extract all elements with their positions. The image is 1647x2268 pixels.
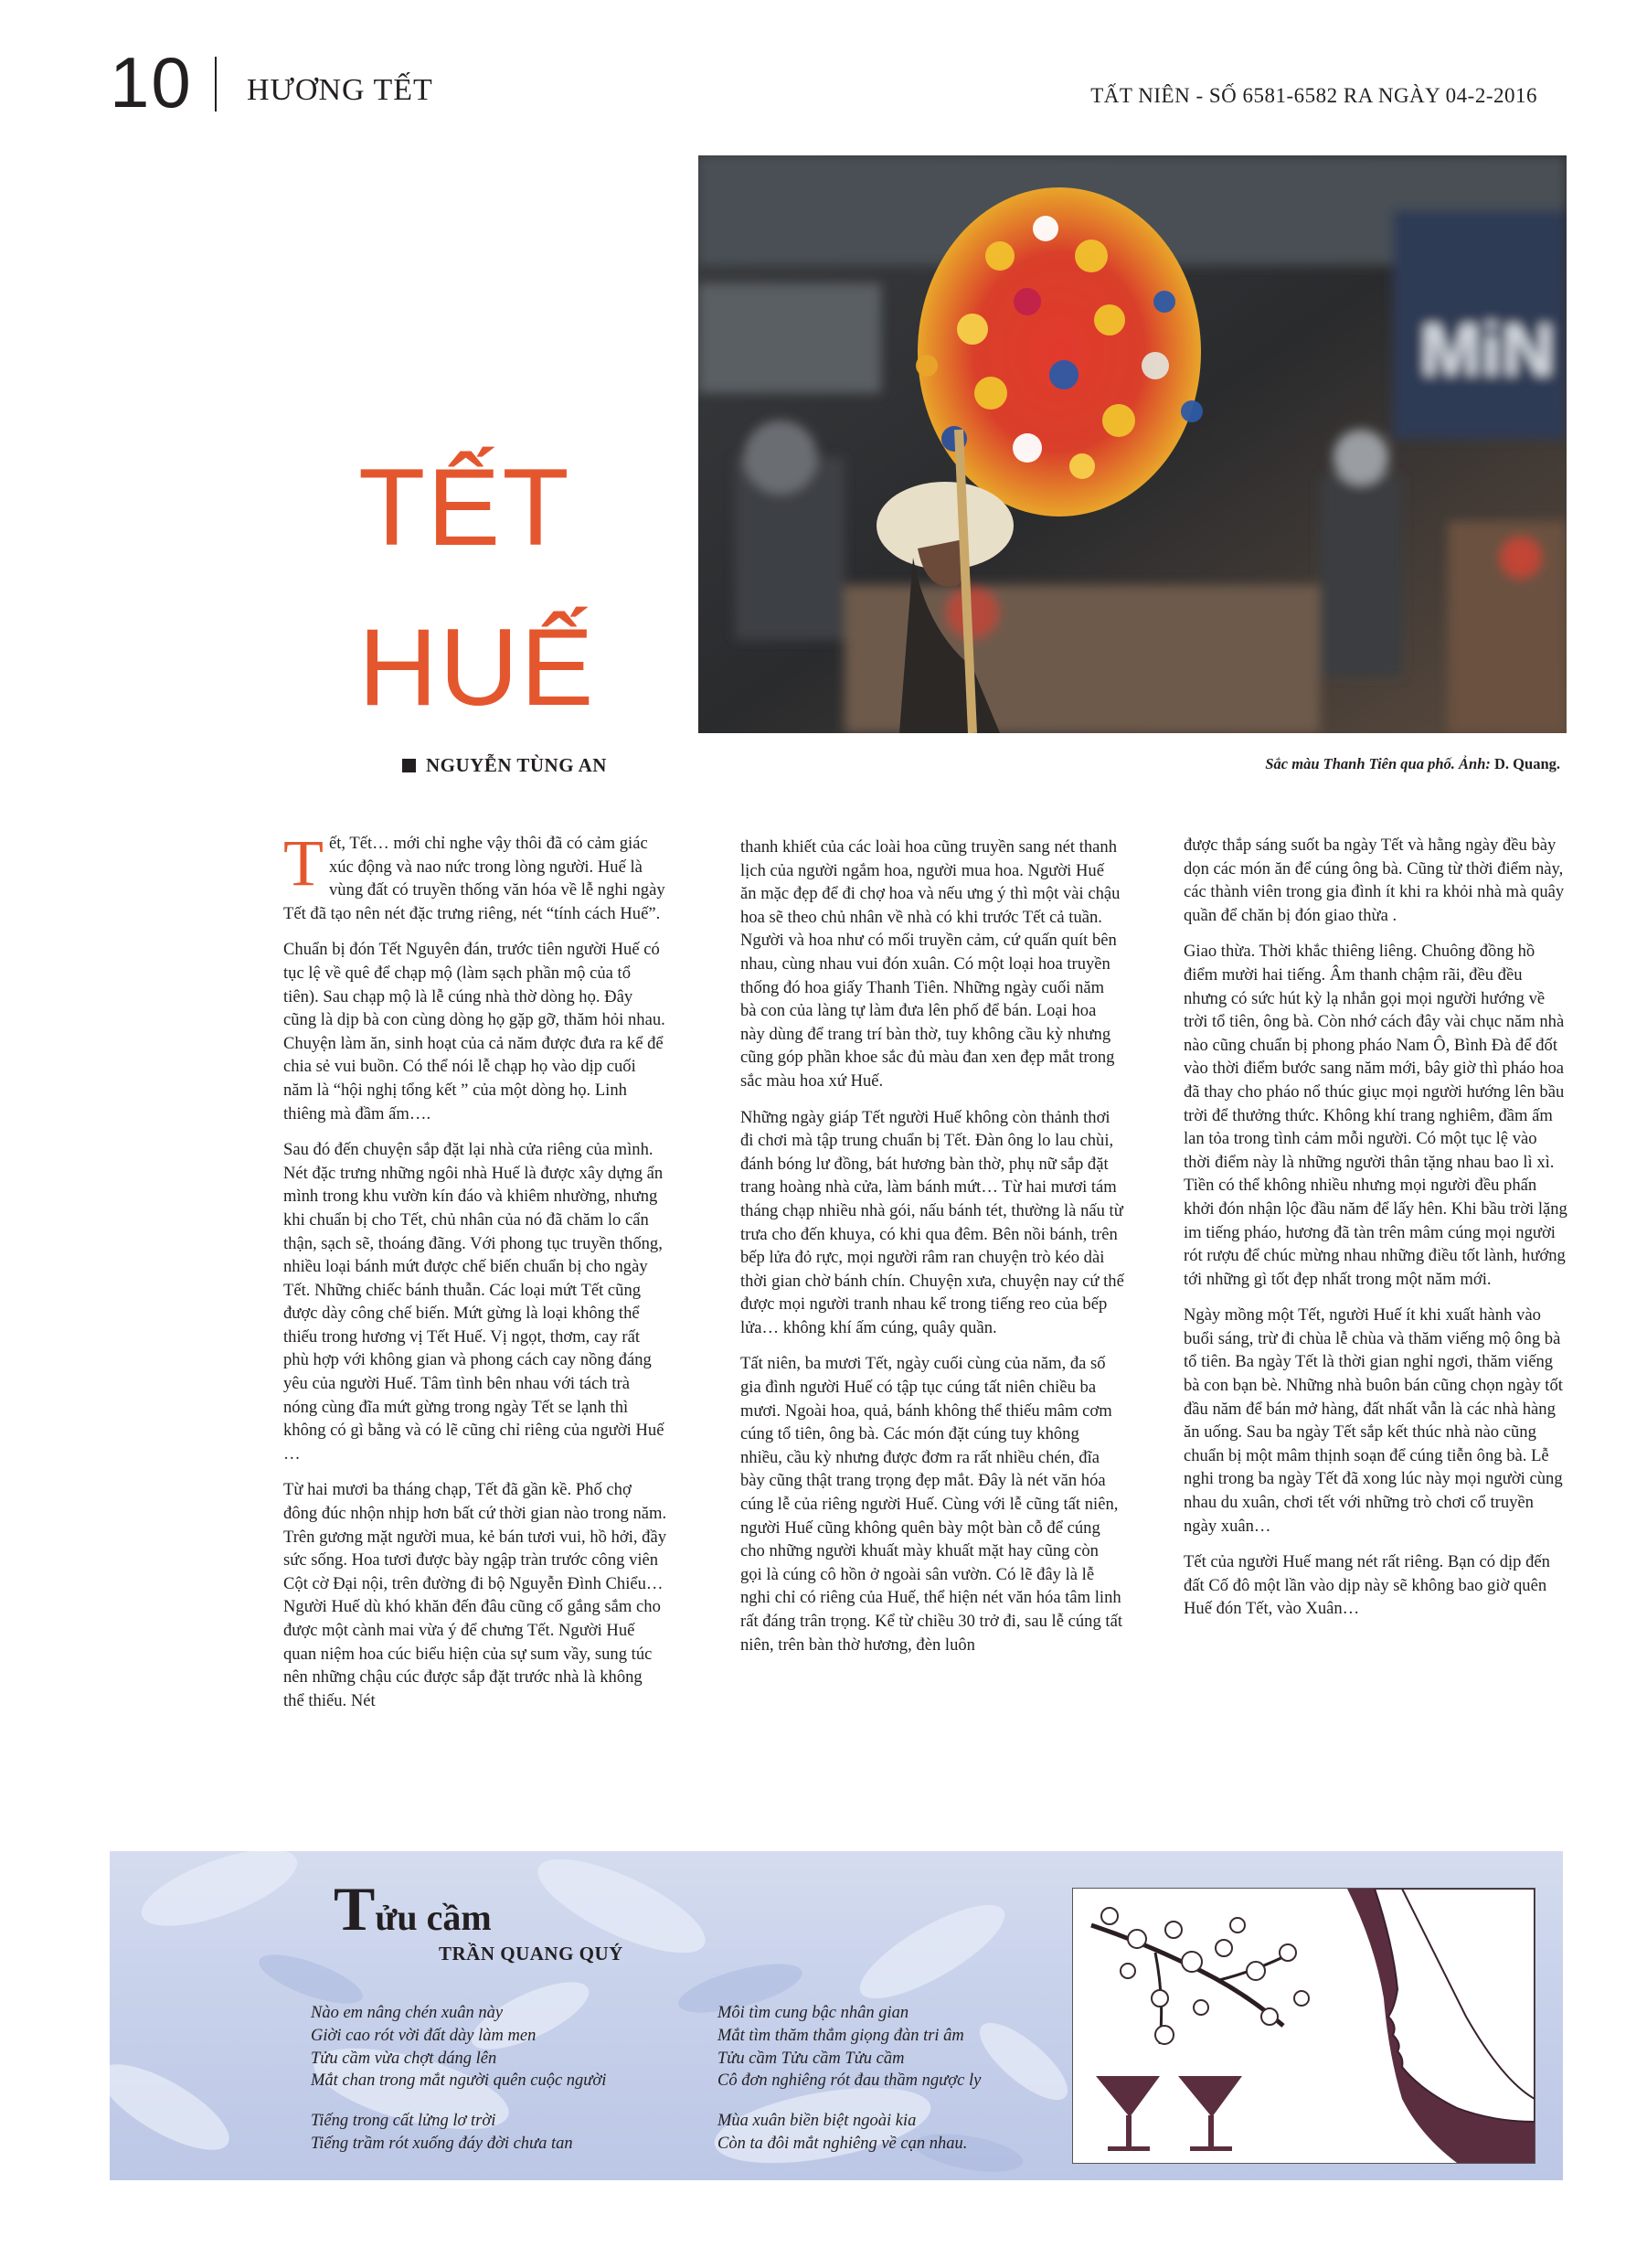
drop-cap: T bbox=[283, 826, 324, 900]
poem-line: Nào em nâng chén xuân này bbox=[311, 2004, 504, 2022]
paragraph: Giao thừa. Thời khắc thiêng liêng. Chuông đồng hồ điểm mười hai tiếng. Âm thanh chậm rãi, đều đều nhưng có sức hút kỳ lạ nhắn gọi mọi người hướng về trời tổ tiên, ông bà. Còn nhớ cách đây vài chục năm nhà nào cũng chuẩn bị phong pháo Nam Ô, Bình Đà để đốt vào thời điểm bước sang năm mới, bây giờ thì pháo hoa đã thay cho pháo nổ thúc giục mọi người hướng lên bầu trời để thưởng thức. Không khí trang nghiêm, đầm ấm lan tỏa trong tình cảm mỗi người. Có một tục lệ vào thời điểm này là những người thân tặng nhau bao lì xì. Tiền có thể không nhiều nhưng mọi người đều phấn khởi đón nhận lộc đầu năm để lấy hên. Khi bầu trời lặng im tiếng pháo, hương đã tàn trên mâm cúng mọi người rót rượu để chúc mừng nhau những điều tốt lành, hướng tới những gì tốt đẹp nhất trong một năm mới. bbox=[1184, 942, 1567, 1289]
paragraph: Từ hai mươi ba tháng chạp, Tết đã gần kề. Phố chợ đông đúc nhộn nhịp hơn bất cứ thời gian nào trong năm. Trên gương mặt người mua, kẻ bán tươi vui, hồ hởi, đầy sức sống. Hoa tươi được bày ngập tràn trước công viên Cột cờ Đại nội, trên đường đi bộ Nguyễn Đình Chiểu… Người Huế dù khó khăn đến đâu cũng cố gắng sắm cho được một cành mai vừa ý để chưng Tết. Người Huế quan niệm hoa cúc biểu hiện của sự sum vầy, sung túc nên những chậu cúc được sắp đặt trước nhà là không thể thiếu. Nét bbox=[283, 1480, 667, 1710]
poem-title-rest: ửu cầm bbox=[375, 1897, 492, 1938]
poem-line: Môi tìm cung bậc nhân gian bbox=[717, 2004, 909, 2022]
poem-line: Tửu cầm Tửu cầm Tửu cầm bbox=[717, 2049, 905, 2068]
article-author: NGUYỄN TÙNG AN bbox=[426, 754, 607, 776]
article-column-2 bbox=[740, 836, 1124, 1669]
paragraph: Tết của người Huế mang nét rất riêng. Bạn có dịp đến đất Cố đô một lần vào dịp này sẽ không bao giờ quên Huế đón Tết, vào Xuân… bbox=[1184, 1552, 1550, 1619]
photo-caption bbox=[1265, 755, 1560, 773]
woman-blossom-wine-illustration bbox=[1073, 1889, 1535, 2163]
paragraph-text: ết, Tết… mới chỉ nghe vậy thôi đã có cảm giác xúc động và nao nức trong lòng người. Huế là vùng đất có truyền thống văn hóa về lễ nghi ngày Tết đã tạo nên nét đặc trưng riêng, nét “tính cách Huế”. bbox=[283, 834, 665, 923]
poem-title bbox=[334, 1873, 492, 1945]
poem-illustration bbox=[1072, 1888, 1535, 2164]
paragraph: được thắp sáng suốt ba ngày Tết và hằng ngày đều bày dọn các món ăn để cúng ông bà. Cũng từ thời điểm này, các thành viên trong gia đình ít khi ra khỏi nhà mà quây quần để chăn bị đón giao thừa . bbox=[1184, 836, 1565, 925]
paragraph: Chuẩn bị đón Tết Nguyên đán, trước tiên người Huế có tục lệ về quê để chạp mộ (làm sạch phần mộ của tổ tiên). Sau chạp mộ là lễ cúng nhà thờ dòng họ. Đây cũng là dịp bà con cùng dòng họ gặp gỡ, thăm hỏi nhau. Chuyện làm ăn, sinh hoạt của cả năm được đưa ra kể để chia sẻ vui buồn. Có thể nói lễ chạp họ vào dịp cuối năm là “hội nghị tổng kết ” của một dòng họ. Linh thiêng mà đầm ấm…. bbox=[283, 940, 665, 1123]
poem-line: Giời cao rót vời đất dày làm men bbox=[311, 2026, 537, 2045]
poem-line: Còn ta đôi mắt nghiêng về cạn nhau. bbox=[717, 2134, 968, 2153]
article-title-line2: HUẾ bbox=[358, 606, 596, 729]
paragraph: Tất niên, ba mươi Tết, ngày cuối cùng của năm, đa số gia đình người Huế có tập tục cúng tất niên chiều ba mươi. Ngoài hoa, quả, bánh không thể thiếu mâm cơm cúng tổ tiên, ông bà. Các món đặt cúng tuy không nhiều, cầu kỳ nhưng được đơm ra rất nhiều chén, đĩa bày cũng thật trang trọng đẹp mắt. Đây là nét văn hóa cúng lễ của riêng người Huế. Cùng với lễ cũng tất niên, người Huế cũng không quên bày một bàn cỗ để cúng cho những người khuất mày khuất mặt hay cũng còn gọi là cúng cô hồn ở ngoài sân vườn. Có lẽ đây là lễ nghi chỉ có riêng của Huế, thể hiện nét văn hóa tâm linh rất đáng trân trọng. Kể từ chiều 30 trở đi, sau lễ cúng tất niên, trên bàn thờ hương, đèn luôn bbox=[740, 1354, 1123, 1655]
paragraph: Ngày mồng một Tết, người Huế ít khi xuất hành vào buổi sáng, trừ đi chùa lễ chùa và thăm viếng mộ ông bà tổ tiên. Ba ngày Tết là thời gian nghỉ ngơi, thăm viếng bà con bạn bè. Những nhà buôn bán cũng chọn ngày tốt đầu năm để bán mở hàng, đất nhất vẫn là các nhà hàng ăn uống. Sau ba ngày Tết sắp kết thúc nhà nào cũng chuẩn bị một mâm thịnh soạn để cúng tiễn ông bà. Lễ nghi trong ba ngày Tết đã xong lúc này mọi người cùng nhau du xuân, chơi tết với những trò chơi cổ truyền ngày xuân… bbox=[1184, 1305, 1563, 1536]
flower-vendor-image bbox=[698, 155, 1567, 733]
poem-line: Mắt tìm thăm thẳm giọng đàn tri âm bbox=[717, 2026, 964, 2045]
poem-line: Tửu cầm vừa chợt dáng lên bbox=[311, 2049, 497, 2068]
poem-line: Cô đơn nghiêng rót đau thầm ngược ly bbox=[717, 2071, 982, 2091]
article-column-3 bbox=[1184, 834, 1567, 1634]
photo-credit: D. Quang. bbox=[1494, 755, 1560, 772]
poem-box bbox=[110, 1851, 1563, 2180]
poem-stanza-1 bbox=[311, 2002, 606, 2092]
page-number: 10 bbox=[110, 42, 193, 122]
poem-line: Mắt chan trong mắt người quên cuộc người bbox=[311, 2071, 607, 2091]
paragraph bbox=[283, 826, 667, 925]
article-photo bbox=[698, 155, 1567, 733]
paragraph: Sau đó đến chuyện sắp đặt lại nhà cửa riêng của mình. Nét đặc trưng những ngôi nhà Huế là được xây dựng ẩn mình trong khu vườn kín đáo và khiêm nhường, nhưng khi chuẩn bị cho Tết, chủ nhân của nó đã chăm lo cẩn thận, sạch sẽ, thoáng đãng. Với phong tục truyền thống, nhiều loại bánh mứt được chế biến chuẩn bị cho ngày Tết. Những chiếc bánh thuẫn. Các loại mứt Tết cũng được dày công chế biến. Mứt gừng là loại không thể thiếu trong hương vị Tết Huế. Vị ngọt, thơm, cay rất phù hợp với không gian và phong cách cay nồng đáng yêu của người Huế. Tâm tình bên nhau với tách trà nóng cùng đĩa mứt gừng trong ngày Tết se lạnh thì không có gì bằng và có lẽ cũng chỉ riêng của người Huế … bbox=[283, 1140, 664, 1464]
poem-stanza-2 bbox=[311, 2110, 573, 2156]
paragraph: Những ngày giáp Tết người Huế không còn thảnh thơi đi chơi mà tập trung chuẩn bị Tết. Đàn ông lo lau chùi, đánh bóng lư đồng, bát hương bàn thờ, phụ nữ sắp đặt trang hoàng nhà cửa, làm bánh mứt… Từ hai mươi tám tháng chạp nhiều nhà gói, nấu bánh tét, thường là nấu từ trưa cho đến khuya, có khi qua đêm. Bên nồi bánh, trên bếp lửa đỏ rực, mọi người râm ran chuyện trò kéo dài thời gian chờ bánh chín. Chuyện xưa, chuyện nay cứ thế được mọi người tranh nhau kể trong tiếng reo của bếp lửa… không khí ấm cúng, quây quần. bbox=[740, 1107, 1124, 1337]
svg-text:MiN: MiN bbox=[1420, 309, 1555, 390]
article-title-line1: TẾT bbox=[358, 446, 571, 569]
issue-info: TẤT NIÊN - SỐ 6581-6582 RA NGÀY 04-2-2016 bbox=[1090, 84, 1537, 107]
poem-title-initial: T bbox=[334, 1874, 376, 1943]
article-column-1 bbox=[283, 826, 667, 1725]
poem-line: Tiếng trong cất lửng lơ trời bbox=[311, 2112, 496, 2130]
section-title: HƯƠNG TẾT bbox=[247, 73, 433, 107]
paragraph: thanh khiết của các loài hoa cũng truyền sang nét thanh lịch của người ngắm hoa, người mua hoa. Người Huế ăn mặc đẹp để đi chợ hoa và nếu ưng ý thì một vài chậu hoa sẽ theo chủ nhân về nhà có khi trước Tết cả tuần. Người và hoa như có mối truyền cảm, cứ quấn quít bên nhau, cùng nhau vui đón xuân. Có một loại hoa truyền thống đó hoa giấy Thanh Tiên. Những ngày cuối năm bà con của làng tự làm đưa lên phố để bán. Loại hoa này dùng để trang trí bàn thờ, tuy không cầu kỳ nhưng cũng góp phần khoe sắc đủ màu đan xen đẹp mắt trong sắc màu hoa xứ Huế. bbox=[740, 837, 1121, 1091]
header-divider bbox=[215, 57, 217, 112]
poem-stanza-4 bbox=[717, 2110, 967, 2156]
poem-line: Tiếng trầm rót xuống đáy đời chưa tan bbox=[311, 2134, 573, 2153]
poem-author: TRẦN QUANG QUÝ bbox=[439, 1943, 623, 1965]
poem-line: Mùa xuân biền biệt ngoài kia bbox=[717, 2112, 917, 2130]
caption-text: Sắc màu Thanh Tiên qua phố. Ảnh: bbox=[1265, 755, 1495, 772]
poem-stanza-3 bbox=[717, 2002, 981, 2092]
byline-square-icon bbox=[402, 759, 416, 772]
